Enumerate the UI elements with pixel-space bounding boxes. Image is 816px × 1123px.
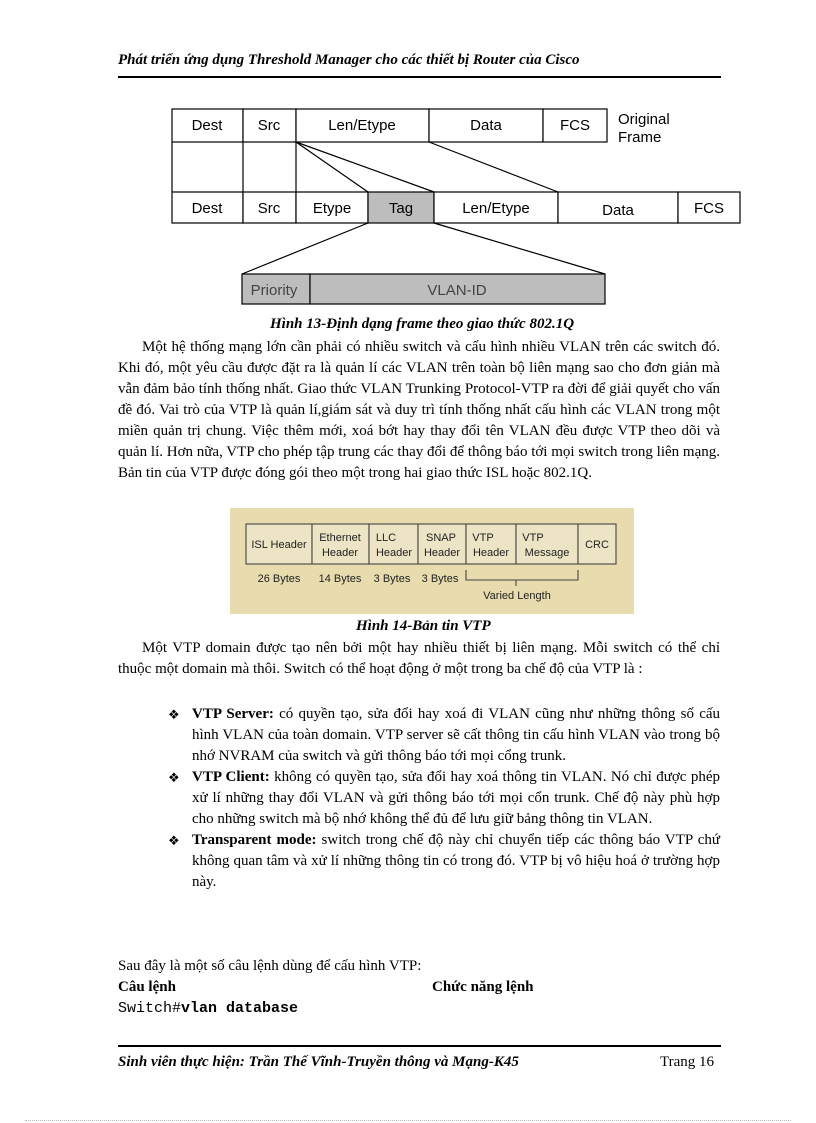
page-header-title: Phát triển ứng dụng Threshold Manager cho các thiết bị Router của Cisco	[118, 52, 580, 68]
size-snap: 3 Bytes	[421, 573, 459, 585]
tag-expansion-lines	[242, 223, 605, 274]
list-item	[168, 830, 720, 893]
tagged-src-label: Src	[257, 200, 281, 217]
field-snap-l1: SNAP	[426, 532, 456, 544]
diamond-bullet-icon: ❖	[168, 770, 180, 785]
field-crc: CRC	[585, 539, 609, 551]
mode-term: VTP Client:	[192, 769, 270, 785]
tag-priority-label: Priority	[250, 282, 298, 299]
mode-description: có quyền tạo, sửa đổi hay xoá đi VLAN cũng như những thông số cấu hình VLAN của toàn domain. VTP server sẽ cất thông tin cấu hình VLAN vào trong bộ nhớ NVRAM của switch và gửi thông báo tới mọi cổng trunk.	[192, 706, 721, 764]
diamond-bullet-icon: ❖	[168, 707, 180, 722]
field-ethernet-l2: Header	[321, 547, 359, 559]
list-item	[168, 767, 720, 830]
tagged-data-label: Data	[602, 202, 634, 219]
figure14-caption: Hình 14-Bản tin VTP	[356, 618, 491, 634]
tag-vlanid-label: VLAN-ID	[427, 282, 487, 299]
orig-src-label: Src	[257, 117, 281, 134]
field-llc-l2: Header	[375, 547, 413, 559]
field-ethernet-l1: Ethernet	[319, 532, 361, 544]
orig-fcs-label: FCS	[560, 117, 590, 134]
diamond-bullet-icon: ❖	[168, 833, 180, 848]
mode-term: VTP Server:	[192, 706, 274, 722]
tag-detail-row	[242, 274, 605, 304]
size-llc: 3 Bytes	[373, 573, 411, 585]
tagged-lenetype-label: Len/Etype	[462, 200, 530, 217]
field-vtp-message-l1: VTP	[522, 532, 544, 544]
command-prompt: Switch#	[118, 1000, 182, 1017]
paragraph-vtp-domain	[118, 638, 720, 680]
tagged-etype-label: Etype	[312, 200, 352, 217]
size-isl: 26 Bytes	[257, 573, 301, 585]
vtp-field-boxes	[246, 524, 616, 564]
field-isl-header: ISL Header	[251, 539, 307, 551]
vtp-field-sizes	[258, 573, 459, 585]
paragraph-vtp-intro-text: Một hệ thống mạng lớn cần phải có nhiều switch và cấu hình nhiều VLAN trên các switch đó. Khi đó, một yêu cầu được đặt ra là quản lí các VLAN trên toàn bộ liên mạng sao cho đơn giản mà vẫn đảm bảo tính thống nhất. Giao thức VLAN Trunking Protocol-VTP ra đời để giải quyết cho vấn đề đó. Vai trò của VTP là quản lí,giám sát và duy trì tính thống nhất cấu hình các VLAN trong một miền quản trị chung. Việc thêm mới, xoá bớt hay thay đổi tên VLAN đều được VTP theo dõi và quản lí. Hơn nữa, VTP cho phép tập trung các thay đổi để thông báo tới mọi switch trong liên mạng. Bản tin của VTP được đóng gói theo một trong hai giao thức ISL hoặc 802.1Q.	[118, 339, 720, 481]
field-snap-l2: Header	[423, 547, 461, 559]
mode-term: Transparent mode:	[192, 832, 317, 848]
original-frame-label-line1: Original	[618, 111, 670, 128]
tagged-dest-label: Dest	[191, 200, 223, 217]
table-header-command: Câu lệnh	[118, 979, 176, 995]
row-connectors	[172, 142, 558, 192]
figure-vtp-message-diagram	[230, 508, 634, 614]
field-vtp-header-l1: VTP	[472, 532, 494, 544]
vtp-modes-list	[168, 704, 720, 893]
field-vtp-message-l2: Message	[524, 547, 570, 559]
footer-author: Sinh viên thực hiện: Trần Thế Vĩnh-Truyền thông và Mạng-K45	[118, 1054, 519, 1070]
orig-lenetype-label: Len/Etype	[328, 117, 396, 134]
figure13-caption: Hình 13-Định dạng frame theo giao thức 802.1Q	[270, 316, 575, 332]
list-item	[168, 704, 720, 767]
paragraph-vtp-domain-text: Một VTP domain được tạo nên bởi một hay nhiều thiết bị liên mạng. Mỗi switch có thể chỉ thuộc một domain mà thôi. Switch có thể hoạt động ở một trong ba chế độ của VTP là :	[118, 640, 720, 677]
footer-divider	[118, 1045, 721, 1047]
tagged-fcs-label: FCS	[694, 200, 724, 217]
commands-intro: Sau đây là một số câu lệnh dùng để cấu hình VTP:	[118, 958, 422, 974]
size-ethernet: 14 Bytes	[318, 573, 362, 585]
page-number: Trang 16	[660, 1054, 715, 1070]
orig-data-label: Data	[470, 117, 502, 134]
mode-description: không có quyền tạo, sửa đổi hay xoá thông tin VLAN. Nó chỉ được phép xử lí những thay đổi VLAN và gửi thông báo tới mọi cổn trunk. Chế độ này phù hợp cho những switch mà bộ nhớ không thể đủ để lưu giữ bảng thông tin VLAN.	[192, 769, 720, 827]
paragraph-vtp-intro	[118, 337, 720, 484]
table-header-function: Chức năng lệnh	[432, 979, 534, 995]
mode-description: switch trong chế độ này chỉ chuyển tiếp các thông báo VTP chứ không quan tâm và xử lí những thông tin có trong đó. VTP bị vô hiệu hoá ở trường hợp này.	[192, 832, 720, 890]
page-edge-divider	[25, 1120, 791, 1121]
field-vtp-header-l2: Header	[472, 547, 510, 559]
varied-length-label: Varied Length	[483, 590, 551, 602]
command-line	[118, 1000, 298, 1017]
original-frame-row	[172, 109, 670, 146]
command-text: vlan database	[181, 1000, 299, 1017]
orig-dest-label: Dest	[191, 117, 223, 134]
header-divider	[118, 76, 721, 78]
tagged-tag-label: Tag	[388, 200, 414, 217]
figure-8021q-frame-diagram	[160, 105, 760, 310]
original-frame-label-line2: Frame	[618, 129, 662, 146]
field-llc-l1: LLC	[375, 532, 397, 544]
tagged-frame-row	[172, 192, 740, 223]
